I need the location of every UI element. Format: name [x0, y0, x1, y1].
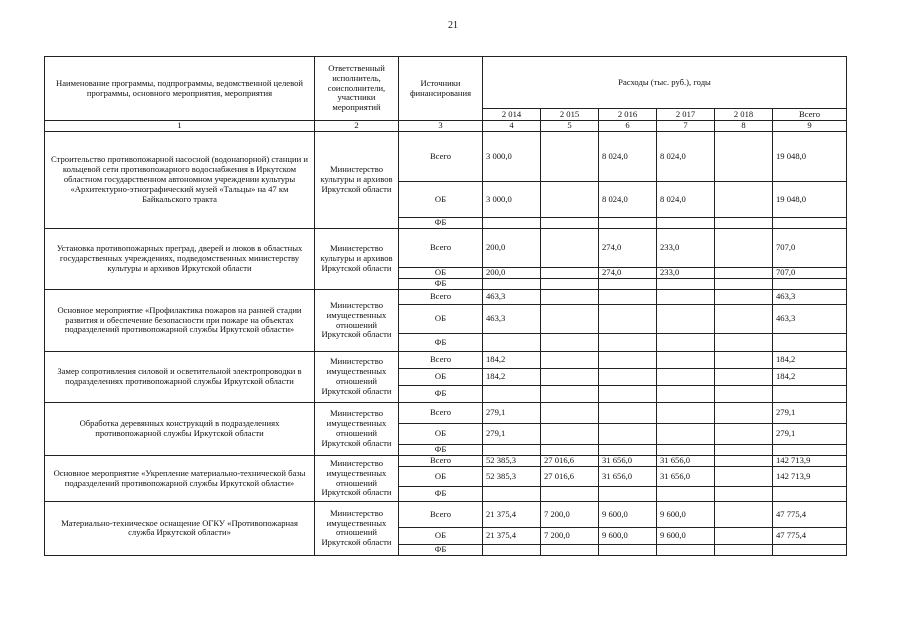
total-value: 142 713,9	[773, 456, 847, 467]
total-value: 142 713,9	[773, 467, 847, 487]
year-value	[541, 369, 599, 386]
header-year: 2 016	[599, 109, 657, 121]
total-value	[773, 445, 847, 456]
header-year: 2 017	[657, 109, 715, 121]
year-value	[715, 132, 773, 182]
header-year: 2 015	[541, 109, 599, 121]
program-name: Обработка деревянных конструкций в подразделениях противопожарной службы Иркутской области	[45, 403, 315, 456]
year-value	[541, 132, 599, 182]
year-value	[715, 229, 773, 268]
year-value: 7 200,0	[541, 528, 599, 545]
year-value	[541, 290, 599, 305]
funding-source: ОБ	[399, 528, 483, 545]
executor: Министерство имущественных отношений Иркутской области	[315, 403, 399, 456]
year-value	[599, 334, 657, 352]
program-name: Основное мероприятие «Профилактика пожаров на ранней стадии развития и обеспечение безопасности при пожаре на объектах подразделений противопожарной службы Иркутской области»	[45, 290, 315, 352]
header-year-total: Всего	[773, 109, 847, 121]
total-value: 279,1	[773, 403, 847, 424]
column-number: 9	[773, 121, 847, 132]
year-value	[599, 545, 657, 556]
year-value: 31 656,0	[599, 456, 657, 467]
year-value: 463,3	[483, 290, 541, 305]
year-value	[715, 352, 773, 369]
header-year: 2 018	[715, 109, 773, 121]
year-value	[541, 279, 599, 290]
header-expenses: Расходы (тыс. руб.), годы	[483, 57, 847, 109]
year-value	[657, 487, 715, 502]
year-value: 52 385,3	[483, 456, 541, 467]
total-value: 184,2	[773, 352, 847, 369]
funding-source: ФБ	[399, 545, 483, 556]
total-value: 184,2	[773, 369, 847, 386]
column-number: 5	[541, 121, 599, 132]
funding-source: Всего	[399, 229, 483, 268]
year-value	[715, 456, 773, 467]
executor: Министерство имущественных отношений Иркутской области	[315, 456, 399, 502]
year-value	[541, 229, 599, 268]
header-funding-source: Источники финансирования	[399, 57, 483, 121]
year-value	[483, 218, 541, 229]
column-number: 4	[483, 121, 541, 132]
funding-source: ФБ	[399, 386, 483, 403]
year-value: 9 600,0	[657, 528, 715, 545]
year-value	[599, 403, 657, 424]
funding-source: ФБ	[399, 279, 483, 290]
year-value	[541, 334, 599, 352]
funding-source: ФБ	[399, 445, 483, 456]
year-value	[541, 305, 599, 334]
year-value	[715, 182, 773, 218]
year-value: 7 200,0	[541, 502, 599, 528]
year-value	[599, 218, 657, 229]
funding-source: Всего	[399, 502, 483, 528]
page-number: 21	[448, 20, 458, 31]
year-value	[483, 279, 541, 290]
year-value	[541, 352, 599, 369]
total-value: 47 775,4	[773, 502, 847, 528]
year-value	[541, 268, 599, 279]
year-value: 9 600,0	[599, 528, 657, 545]
year-value	[483, 386, 541, 403]
year-value	[541, 424, 599, 445]
table-row	[45, 502, 847, 528]
year-value	[599, 352, 657, 369]
funding-source: Всего	[399, 352, 483, 369]
year-value	[483, 334, 541, 352]
header-executor: Ответственный исполнитель, соисполнители, участники мероприятий	[315, 57, 399, 121]
funding-source: ОБ	[399, 424, 483, 445]
total-value: 19 048,0	[773, 182, 847, 218]
year-value: 8 024,0	[657, 132, 715, 182]
year-value	[715, 290, 773, 305]
year-value	[657, 386, 715, 403]
year-value	[657, 334, 715, 352]
executor: Министерство имущественных отношений Иркутской области	[315, 502, 399, 556]
year-value: 52 385,3	[483, 467, 541, 487]
year-value: 200,0	[483, 268, 541, 279]
year-value: 274,0	[599, 268, 657, 279]
year-value	[715, 279, 773, 290]
year-value: 31 656,0	[657, 456, 715, 467]
year-value: 27 016,6	[541, 467, 599, 487]
year-value	[657, 305, 715, 334]
year-value	[715, 467, 773, 487]
year-value	[541, 182, 599, 218]
year-value: 3 000,0	[483, 132, 541, 182]
year-value: 21 375,4	[483, 502, 541, 528]
year-value	[715, 305, 773, 334]
total-value: 707,0	[773, 268, 847, 279]
total-value	[773, 279, 847, 290]
year-value: 279,1	[483, 424, 541, 445]
column-number: 8	[715, 121, 773, 132]
year-value	[715, 545, 773, 556]
year-value: 21 375,4	[483, 528, 541, 545]
year-value	[483, 545, 541, 556]
year-value	[657, 424, 715, 445]
year-value	[541, 545, 599, 556]
total-value: 463,3	[773, 290, 847, 305]
year-value: 233,0	[657, 268, 715, 279]
year-value	[599, 279, 657, 290]
total-value	[773, 487, 847, 502]
table-row	[45, 290, 847, 305]
funding-source: Всего	[399, 132, 483, 182]
year-value	[483, 487, 541, 502]
total-value	[773, 218, 847, 229]
year-value	[541, 403, 599, 424]
year-value	[657, 403, 715, 424]
table-row	[45, 403, 847, 424]
year-value	[657, 352, 715, 369]
header-year: 2 014	[483, 109, 541, 121]
year-value	[541, 218, 599, 229]
executor: Министерство имущественных отношений Иркутской области	[315, 352, 399, 403]
year-value	[599, 424, 657, 445]
funding-source: Всего	[399, 456, 483, 467]
year-value	[657, 279, 715, 290]
executor: Министерство культуры и архивов Иркутской области	[315, 132, 399, 229]
year-value	[599, 369, 657, 386]
total-value: 47 775,4	[773, 528, 847, 545]
header-program-name: Наименование программы, подпрограммы, ведомственной целевой программы, основного мероприятия, мероприятия	[45, 57, 315, 121]
year-value	[715, 218, 773, 229]
funding-source: ОБ	[399, 182, 483, 218]
year-value: 8 024,0	[599, 132, 657, 182]
year-value	[715, 403, 773, 424]
funding-source: ОБ	[399, 305, 483, 334]
year-value: 3 000,0	[483, 182, 541, 218]
total-value	[773, 386, 847, 403]
year-value	[715, 369, 773, 386]
total-value	[773, 545, 847, 556]
year-value	[657, 369, 715, 386]
table-row	[45, 456, 847, 467]
year-value	[657, 445, 715, 456]
year-value	[715, 386, 773, 403]
table-row	[45, 352, 847, 369]
year-value	[715, 528, 773, 545]
year-value	[599, 305, 657, 334]
funding-source: ФБ	[399, 334, 483, 352]
year-value: 184,2	[483, 352, 541, 369]
budget-table	[44, 56, 847, 556]
year-value: 279,1	[483, 403, 541, 424]
program-name: Установка противопожарных преград, дверей и люков в областных государственных учреждениях, подведомственных министерству культуры и архивов Иркутской области	[45, 229, 315, 290]
year-value	[541, 487, 599, 502]
year-value	[541, 386, 599, 403]
program-name: Основное мероприятие «Укрепление материально-технической базы подразделений противопожарной службы Иркутской области»	[45, 456, 315, 502]
year-value: 200,0	[483, 229, 541, 268]
column-number: 2	[315, 121, 399, 132]
year-value	[599, 487, 657, 502]
column-number: 6	[599, 121, 657, 132]
column-number: 7	[657, 121, 715, 132]
total-value	[773, 334, 847, 352]
year-value	[541, 445, 599, 456]
year-value: 9 600,0	[657, 502, 715, 528]
year-value	[715, 487, 773, 502]
column-number: 1	[45, 121, 315, 132]
total-value: 463,3	[773, 305, 847, 334]
year-value	[599, 445, 657, 456]
funding-source: ОБ	[399, 369, 483, 386]
year-value	[715, 445, 773, 456]
total-value: 707,0	[773, 229, 847, 268]
year-value	[599, 290, 657, 305]
year-value	[657, 290, 715, 305]
year-value: 274,0	[599, 229, 657, 268]
year-value: 463,3	[483, 305, 541, 334]
year-value	[599, 386, 657, 403]
funding-source: Всего	[399, 290, 483, 305]
program-name: Материально-техническое оснащение ОГКУ «Противопожарная служба Иркутской области»	[45, 502, 315, 556]
executor: Министерство культуры и архивов Иркутской области	[315, 229, 399, 290]
program-name: Строительство противопожарной насосной (водонапорной) станции и кольцевой сети противопожарного водоснабжения в Иркутском областном государственном автономном учреждении культуры «Архитектурно-этнографический музей «Тальцы» на 47 км Байкальского тракта	[45, 132, 315, 229]
funding-source: ОБ	[399, 467, 483, 487]
funding-source: ОБ	[399, 268, 483, 279]
year-value: 9 600,0	[599, 502, 657, 528]
funding-source: ФБ	[399, 487, 483, 502]
table-row	[45, 132, 847, 182]
funding-source: ФБ	[399, 218, 483, 229]
year-value	[483, 445, 541, 456]
year-value	[715, 334, 773, 352]
year-value: 31 656,0	[657, 467, 715, 487]
year-value: 31 656,0	[599, 467, 657, 487]
year-value: 184,2	[483, 369, 541, 386]
funding-source: Всего	[399, 403, 483, 424]
program-name: Замер сопротивления силовой и осветительной электропроводки в подразделениях противопожарной службы Иркутской области	[45, 352, 315, 403]
total-value: 279,1	[773, 424, 847, 445]
table-row	[45, 229, 847, 268]
total-value: 19 048,0	[773, 132, 847, 182]
year-value: 8 024,0	[657, 182, 715, 218]
year-value: 8 024,0	[599, 182, 657, 218]
column-number: 3	[399, 121, 483, 132]
year-value	[657, 218, 715, 229]
executor: Министерство имущественных отношений Иркутской области	[315, 290, 399, 352]
year-value	[715, 424, 773, 445]
year-value	[715, 268, 773, 279]
year-value: 233,0	[657, 229, 715, 268]
year-value	[657, 545, 715, 556]
year-value: 27 016,6	[541, 456, 599, 467]
year-value	[715, 502, 773, 528]
